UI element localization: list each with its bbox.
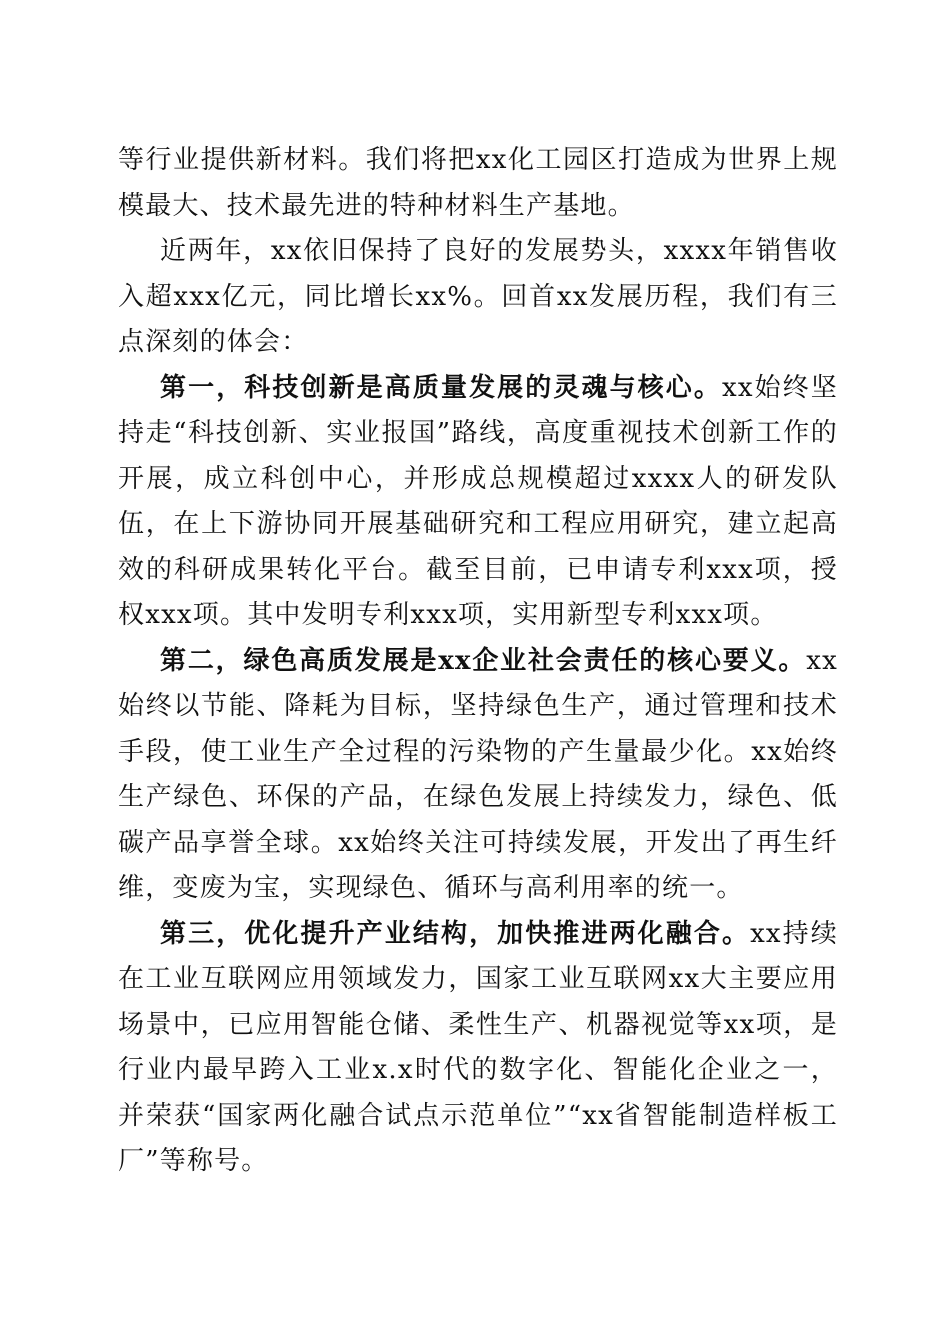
document-body bbox=[118, 138, 838, 1185]
paragraph-heading: 第二，绿色高质发展是xx企业社会责任的核心要义。 bbox=[160, 645, 807, 676]
paragraph-heading: 第一，科技创新是高质量发展的灵魂与核心。 bbox=[160, 372, 722, 403]
paragraph-text: xx始终坚持走“科技创新、实业报国”路线，高度重视技术创新工作的开展，成立科创中心，并形成总规模超过xxxx人的研发队伍，在上下游协同开展基础研究和工程应用研究，建立起高效的科研成果转化平台。截至目前，已申请专利xxx项，授权xxx项。其中发明专利xxx项，实用新型专利xxx项。 bbox=[118, 372, 838, 630]
paragraph-heading: 第三，优化提升产业结构，加快推进两化融合。 bbox=[160, 918, 751, 949]
paragraph-point-three bbox=[118, 912, 838, 1185]
paragraph-text: xx始终以节能、降耗为目标，坚持绿色生产，通过管理和技术手段，使工业生产全过程的污染物的产生量最少化。xx始终生产绿色、环保的产品，在绿色发展上持续发力，绿色、低碳产品享誉全球。xx始终关注可持续发展，开发出了再生纤维，变废为宝，实现绿色、循环与高利用率的统一。 bbox=[118, 645, 838, 903]
paragraph-point-one bbox=[118, 366, 838, 639]
paragraph-intro bbox=[118, 229, 838, 366]
paragraph-text: 近两年，xx依旧保持了良好的发展势头，xxxx年销售收入超xxx亿元，同比增长xx%。回首xx发展历程，我们有三点深刻的体会： bbox=[118, 236, 838, 357]
paragraph-continuation bbox=[118, 138, 838, 229]
paragraph-text: 等行业提供新材料。我们将把xx化工园区打造成为世界上规模最大、技术最先进的特种材料生产基地。 bbox=[118, 145, 838, 221]
paragraph-point-two bbox=[118, 639, 838, 912]
paragraph-text: xx持续在工业互联网应用领域发力，国家工业互联网xx大主要应用场景中，已应用智能仓储、柔性生产、机器视觉等xx项，是行业内最早跨入工业x.x时代的数字化、智能化企业之一，并荣获“国家两化融合试点示范单位”“xx省智能制造样板工厂”等称号。 bbox=[118, 918, 838, 1176]
